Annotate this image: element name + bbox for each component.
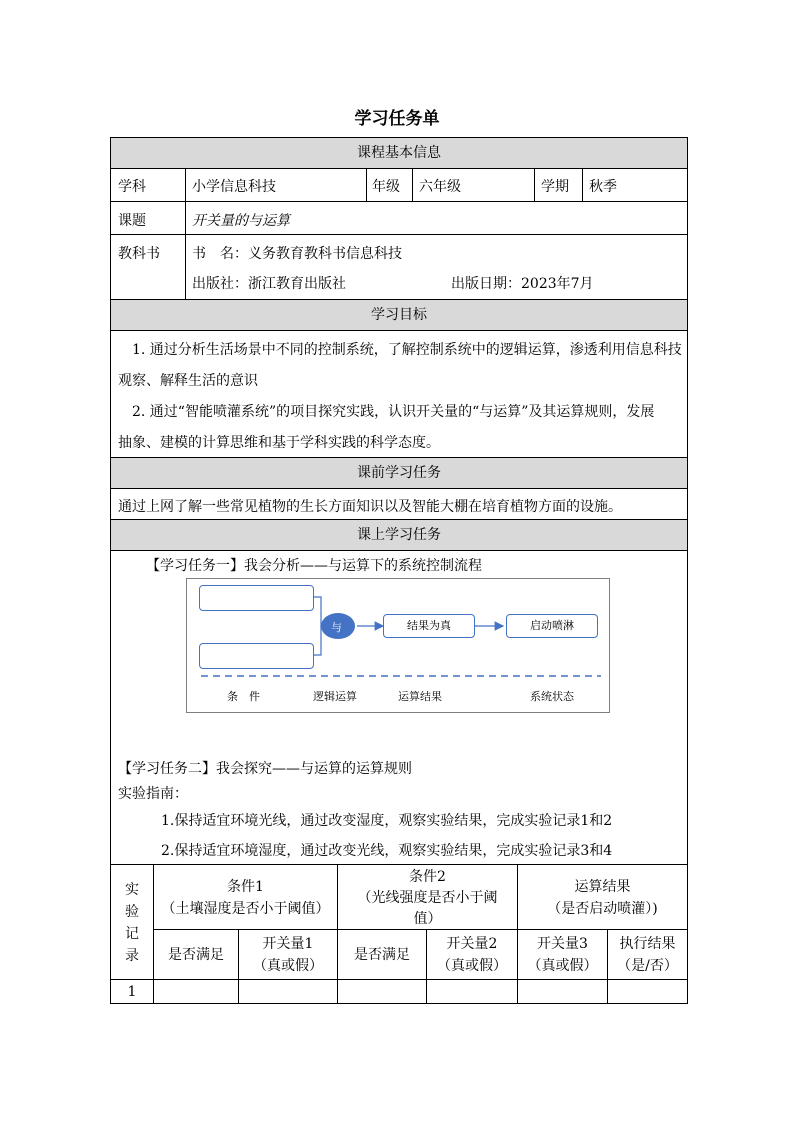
action-box: 启动喷淋 [506,614,598,638]
record-row-index: 1 [127,984,137,1000]
guide-step-2: 2.保持适宜环境湿度，通过改变光线，观察实验结果，完成实验记录3和4 [161,843,613,859]
section-in-class-task: 课上学习任务 [111,520,687,550]
and-node-label: 与 [331,621,342,634]
goal-1-line-2: 观察、解释生活的意识 [118,373,258,389]
switch2-sub: （真或假） [437,958,507,974]
rowhead-char-1: 实 [125,882,139,898]
goal-2-line-2: 抽象、建模的计算思维和基于学科实践的科学态度。 [118,435,440,451]
row1-switch3-cell[interactable] [518,980,607,1003]
label-state: 系统状态 [530,690,574,703]
row1-switch2-cell[interactable] [427,980,517,1003]
task-2-heading: 【学习任务二】我会探究——与运算的运算规则 [118,761,412,777]
flow-diagram [186,578,610,713]
label-logic: 逻辑运算 [313,690,357,703]
cond1-sub: （土壤湿度是否小于阈值） [161,901,330,917]
condition-box-2 [199,643,314,669]
cond2-title: 条件2 [409,869,446,885]
textbook-name: 书 名：义务教育教科书信息科技 [192,246,402,262]
section-goals: 学习目标 [111,300,687,330]
row1-switch1-cell[interactable] [239,980,337,1003]
goal-1-line-1: 1. 通过分析生活场景中不同的控制系统，了解控制系统中的逻辑运算，渗透利用信息科技 [132,342,682,358]
cond2-sub-2: 值） [413,911,442,927]
rowhead-char-3: 记 [125,926,139,942]
guide-label: 实验指南： [118,786,188,802]
switch2-title: 开关量2 [446,936,498,952]
switch3-sub: （真或假） [527,958,598,974]
switch1-sub: （真或假） [253,958,323,974]
row1-exec-result-cell[interactable] [608,980,687,1003]
page-title: 学习任务单 [354,109,440,129]
cond1-title: 条件1 [227,879,264,895]
textbook-label: 教科书 [118,246,160,262]
rowhead-char-2: 验 [125,904,139,920]
topic-value: 开关量的与运算 [192,213,290,229]
subject-value: 小学信息科技 [192,179,276,195]
term-value: 秋季 [589,179,617,195]
condition-box-1 [199,585,314,611]
textbook-publisher: 出版社：浙江教育出版社 [192,276,346,292]
result-sub: （是否启动喷灌）) [547,901,658,917]
cond2-sub-1: （光线强度是否小于阈 [357,890,498,906]
switch1-title: 开关量1 [262,936,314,952]
goal-2-line-1: 2. 通过“智能喷灌系统”的项目探究实践，认识开关量的“与运算”及其运算规则，发展 [132,404,655,420]
result-box: 结果为真 [383,614,475,638]
topic-label: 课题 [118,213,146,229]
label-result: 运算结果 [398,690,442,703]
grade-value: 六年级 [419,179,461,195]
row1-cond1-satisfied-cell[interactable] [154,980,238,1003]
exec-result-title: 执行结果 [619,936,676,952]
textbook-publish-date: 出版日期：2023年7月 [451,276,594,292]
switch3-title: 开关量3 [537,936,588,952]
result-title: 运算结果 [574,879,631,895]
section-pre-task: 课前学习任务 [111,458,687,488]
label-condition: 条 件 [227,690,260,703]
cond1-satisfied: 是否满足 [168,947,224,963]
exec-result-sub: （是/否） [617,958,678,974]
pre-task-text: 通过上网了解一些常见植物的生长方面知识以及智能大棚在培育植物方面的设施。 [118,499,622,515]
cond2-satisfied: 是否满足 [354,947,410,963]
row1-cond2-satisfied-cell[interactable] [338,980,426,1003]
subject-label: 学科 [118,179,146,195]
rowhead-char-4: 录 [125,948,139,964]
section-basic-info: 课程基本信息 [111,138,687,168]
term-label: 学期 [541,179,569,195]
guide-step-1: 1.保持适宜环境光线，通过改变湿度，观察实验结果，完成实验记录1和2 [161,813,613,829]
task-1-heading: 【学习任务一】我会分析——与运算下的系统控制流程 [146,558,482,574]
grade-label: 年级 [372,179,400,195]
